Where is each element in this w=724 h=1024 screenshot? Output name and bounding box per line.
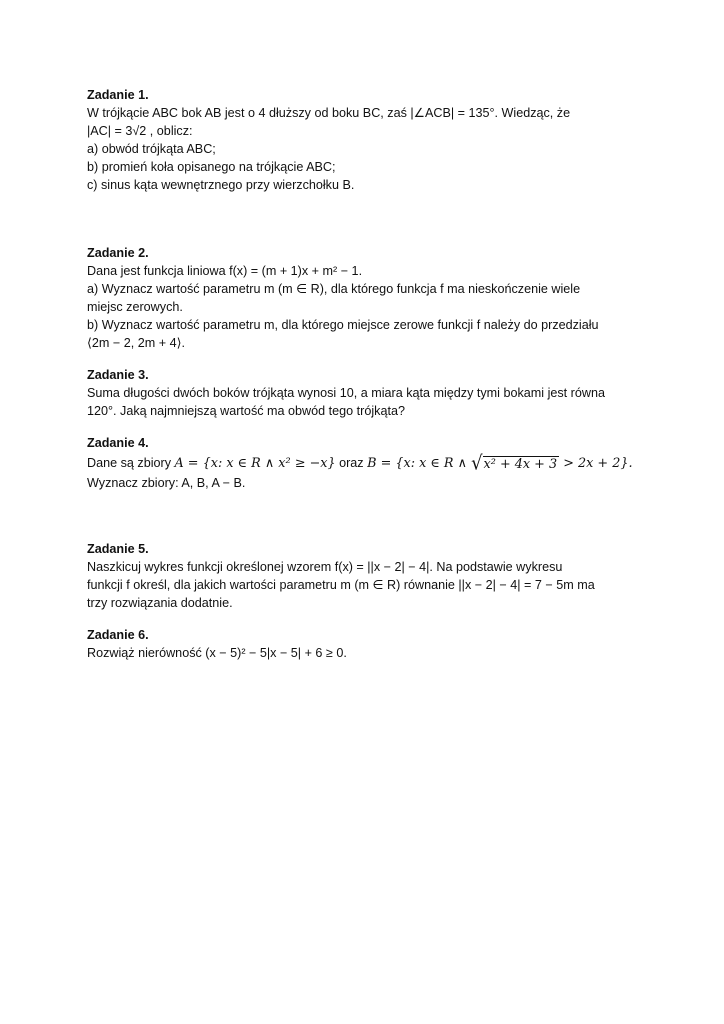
task-4-line-2: Wyznacz zbiory: A, B, A − B. (87, 476, 246, 490)
task-2-title: Zadanie 2. (87, 246, 149, 260)
task-2-line-5: ⟨2m − 2, 2m + 4⟩. (87, 336, 186, 350)
task-1-line-5: c) sinus kąta wewnętrznego przy wierzchołku B. (87, 178, 355, 192)
task-3 (87, 366, 657, 420)
task-4-and-word: oraz (335, 456, 368, 470)
task-4-set-a: A = {x: x ∈ R ∧ x² ≥ −x} (174, 456, 336, 471)
task-1 (87, 86, 657, 194)
task-1-line-3: a) obwód trójkąta ABC; (87, 142, 216, 156)
task-6 (87, 626, 657, 662)
task-5-line-1: Naszkicuj wykres funkcji określonej wzorem f(x) = ||x − 2| − 4|. Na podstawie wykresu (87, 560, 563, 574)
task-3-title: Zadanie 3. (87, 368, 149, 382)
document-page (87, 86, 657, 662)
task-4-title: Zadanie 4. (87, 436, 149, 450)
task-2-line-1: Dana jest funkcja liniowa f(x) = (m + 1)x + m² − 1. (87, 264, 363, 278)
task-2-line-3: miejsc zerowych. (87, 300, 183, 314)
task-4-set-b-prefix: B = {x: x ∈ R ∧ (367, 456, 472, 471)
task-2 (87, 244, 657, 352)
task-1-line-2: |AC| = 3√2 , oblicz: (87, 124, 193, 138)
task-5-title: Zadanie 5. (87, 542, 149, 556)
square-root-expression (471, 453, 559, 475)
task-1-title: Zadanie 1. (87, 88, 149, 102)
task-4-set-b-suffix: > 2x + 2}. (559, 456, 633, 471)
task-1-line-4: b) promień koła opisanego na trójkącie ABC; (87, 160, 336, 174)
task-1-line-1: W trójkącie ABC bok AB jest o 4 dłuższy od boku BC, zaś |∠ACB| = 135°. Wiedząc, że (87, 106, 571, 120)
task-2-line-2: a) Wyznacz wartość parametru m (m ∈ R), dla którego funkcja f ma nieskończenie wiele (87, 282, 581, 296)
task-4-set-b-radicand: x² + 4x + 3 (483, 456, 558, 472)
task-4-sets-intro: Dane są zbiory (87, 456, 175, 470)
task-5-line-3: trzy rozwiązania dodatnie. (87, 596, 233, 610)
task-5-line-2: funkcji f określ, dla jakich wartości parametru m (m ∈ R) równanie ||x − 2| − 4| = 7 − 5m ma (87, 578, 595, 592)
task-4-line-1 (87, 452, 657, 474)
task-5 (87, 540, 657, 612)
task-4 (87, 434, 657, 492)
square-root-icon: √ (471, 452, 483, 476)
task-6-line-1: Rozwiąż nierówność (x − 5)² − 5|x − 5| + 6 ≥ 0. (87, 646, 347, 660)
task-6-title: Zadanie 6. (87, 628, 149, 642)
task-3-line-2: 120°. Jaką najmniejszą wartość ma obwód tego trójkąta? (87, 404, 405, 418)
task-2-line-4: b) Wyznacz wartość parametru m, dla którego miejsce zerowe funkcji f należy do przedziału (87, 318, 599, 332)
task-3-line-1: Suma długości dwóch boków trójkąta wynosi 10, a miara kąta między tymi bokami jest równa (87, 386, 605, 400)
